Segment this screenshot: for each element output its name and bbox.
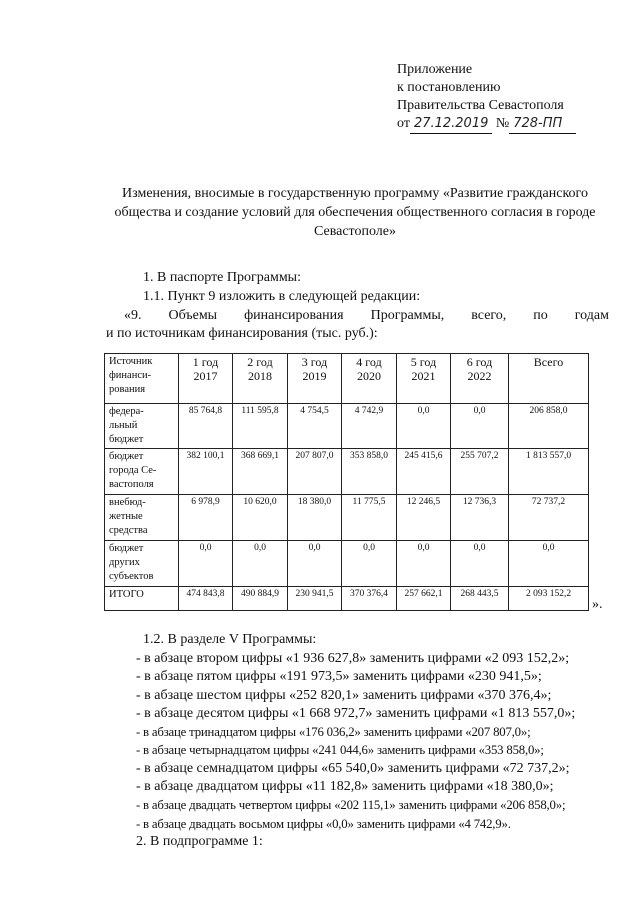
value-cell: 0,0 bbox=[397, 541, 451, 587]
value-cell: 0,0 bbox=[233, 541, 288, 587]
table-row bbox=[105, 449, 589, 495]
value-cell: 4 742,9 bbox=[342, 404, 397, 449]
list-item: - в абзаце пятом цифры «191 973,5» заменить цифрами «230 941,5»; bbox=[136, 669, 542, 685]
header-cell: 6 год 2022 bbox=[451, 354, 509, 404]
number-label: № bbox=[495, 116, 510, 131]
value-cell: 10 620,0 bbox=[233, 495, 288, 541]
value-cell: 0,0 bbox=[288, 541, 342, 587]
value-cell: 245 415,6 bbox=[397, 449, 451, 495]
table-row-total bbox=[105, 587, 589, 611]
header-cell: 5 год 2021 bbox=[397, 354, 451, 404]
value-cell: 0,0 bbox=[179, 541, 233, 587]
value-cell: 18 380,0 bbox=[288, 495, 342, 541]
point-9-word: «9. bbox=[124, 308, 142, 323]
value-cell: 11 775,5 bbox=[342, 495, 397, 541]
source-cell: внебюд- жетные средства bbox=[105, 495, 179, 541]
source-cell: федера- льный бюджет bbox=[105, 404, 179, 449]
value-cell: 6 978,9 bbox=[179, 495, 233, 541]
value-cell: 206 858,0 bbox=[509, 404, 589, 449]
value-cell: 255 707,2 bbox=[451, 449, 509, 495]
appendix-date-line bbox=[397, 115, 576, 134]
point-9-word: по bbox=[533, 308, 548, 323]
section-1-2-heading: 1.2. В разделе V Программы: bbox=[143, 632, 317, 647]
table-row bbox=[105, 541, 589, 587]
value-cell: 353 858,0 bbox=[342, 449, 397, 495]
list-item: - в абзаце шестом цифры «252 820,1» заменить цифрами «370 376,4»; bbox=[136, 687, 552, 703]
source-cell: ИТОГО bbox=[105, 587, 179, 611]
value-cell: 230 941,5 bbox=[288, 587, 342, 611]
point-9-line-2: и по источникам финансирования (тыс. руб.): bbox=[106, 326, 378, 341]
header-cell: 1 год 2017 bbox=[179, 354, 233, 404]
appendix-line-2: к постановлению bbox=[397, 80, 501, 95]
source-cell: бюджет других субъектов bbox=[105, 541, 179, 587]
value-cell: 12 736,3 bbox=[451, 495, 509, 541]
header-cell: Источник финанси- рования bbox=[105, 354, 179, 404]
header-cell: 3 год 2019 bbox=[288, 354, 342, 404]
list-item: - в абзаце двадцатом цифры «11 182,8» заменить цифрами «18 380,0»; bbox=[136, 779, 554, 795]
appendix-line-1: Приложение bbox=[397, 62, 473, 77]
section-1-heading: 1. В паспорте Программы: bbox=[143, 270, 301, 285]
value-cell: 72 737,2 bbox=[509, 495, 589, 541]
point-9-word: Объемы bbox=[168, 308, 218, 323]
financing-table bbox=[104, 353, 589, 611]
point-9-word: Программы, bbox=[370, 308, 445, 323]
changes-list bbox=[136, 650, 575, 833]
value-cell: 490 884,9 bbox=[233, 587, 288, 611]
list-item: - в абзаце тринадцатом цифры «176 036,2» заменить цифрами «207 807,0»; bbox=[136, 725, 531, 740]
value-cell: 0,0 bbox=[451, 404, 509, 449]
header-cell: Всего bbox=[509, 354, 589, 404]
point-9-text bbox=[106, 307, 609, 343]
handwritten-number: 728-ПП bbox=[509, 115, 576, 134]
value-cell: 85 764,8 bbox=[179, 404, 233, 449]
table-row bbox=[105, 404, 589, 449]
value-cell: 0,0 bbox=[397, 404, 451, 449]
point-9-word: годам bbox=[574, 308, 609, 323]
appendix-block bbox=[397, 61, 576, 134]
section-2-heading: 2. В подпрограмме 1: bbox=[136, 834, 263, 849]
list-item: - в абзаце двадцать восьмом цифры «0,0» заменить цифрами «4 742,9». bbox=[136, 816, 511, 831]
value-cell: 111 595,8 bbox=[233, 404, 288, 449]
point-9-word: финансирования bbox=[244, 308, 344, 323]
list-item: - в абзаце десятом цифры «1 668 972,7» заменить цифрами «1 813 557,0»; bbox=[136, 705, 576, 721]
point-9-line-1 bbox=[106, 307, 609, 325]
value-cell: 0,0 bbox=[509, 541, 589, 587]
value-cell: 368 669,1 bbox=[233, 449, 288, 495]
value-cell: 12 246,5 bbox=[397, 495, 451, 541]
source-cell: бюджет города Се- вастополя bbox=[105, 449, 179, 495]
document-title: Изменения, вносимые в государственную программу «Развитие гражданского общества и создание условий для обеспечения общественного согласия в городе Севастополе» bbox=[114, 186, 596, 239]
list-item: - в абзаце семнадцатом цифры «65 540,0» заменить цифрами «72 737,2»; bbox=[136, 760, 570, 776]
header-cell: 4 год 2020 bbox=[342, 354, 397, 404]
value-cell: 474 843,8 bbox=[179, 587, 233, 611]
value-cell: 207 807,0 bbox=[288, 449, 342, 495]
value-cell: 0,0 bbox=[342, 541, 397, 587]
value-cell: 268 443,5 bbox=[451, 587, 509, 611]
table-row bbox=[105, 495, 589, 541]
point-1-1: 1.1. Пункт 9 изложить в следующей редакции: bbox=[143, 289, 421, 304]
list-item: - в абзаце втором цифры «1 936 627,8» заменить цифрами «2 093 152,2»; bbox=[136, 651, 570, 666]
point-9-word: всего, bbox=[471, 308, 507, 323]
value-cell: 0,0 bbox=[451, 541, 509, 587]
handwritten-date: 27.12.2019 bbox=[410, 115, 492, 134]
list-item: - в абзаце четырнадцатом цифры «241 044,6» заменить цифрами «353 858,0»; bbox=[136, 743, 544, 758]
value-cell: 257 662,1 bbox=[397, 587, 451, 611]
value-cell: 4 754,5 bbox=[288, 404, 342, 449]
header-cell: 2 год 2018 bbox=[233, 354, 288, 404]
value-cell: 370 376,4 bbox=[342, 587, 397, 611]
from-label: от bbox=[397, 116, 410, 131]
table-header-row bbox=[105, 354, 589, 404]
value-cell: 1 813 557,0 bbox=[509, 449, 589, 495]
list-item: - в абзаце двадцать четвертом цифры «202 115,1» заменить цифрами «206 858,0»; bbox=[136, 798, 566, 813]
value-cell: 382 100,1 bbox=[179, 449, 233, 495]
closing-quote: ». bbox=[592, 597, 603, 612]
value-cell: 2 093 152,2 bbox=[509, 587, 589, 611]
appendix-line-3: Правительства Севастополя bbox=[397, 98, 564, 113]
